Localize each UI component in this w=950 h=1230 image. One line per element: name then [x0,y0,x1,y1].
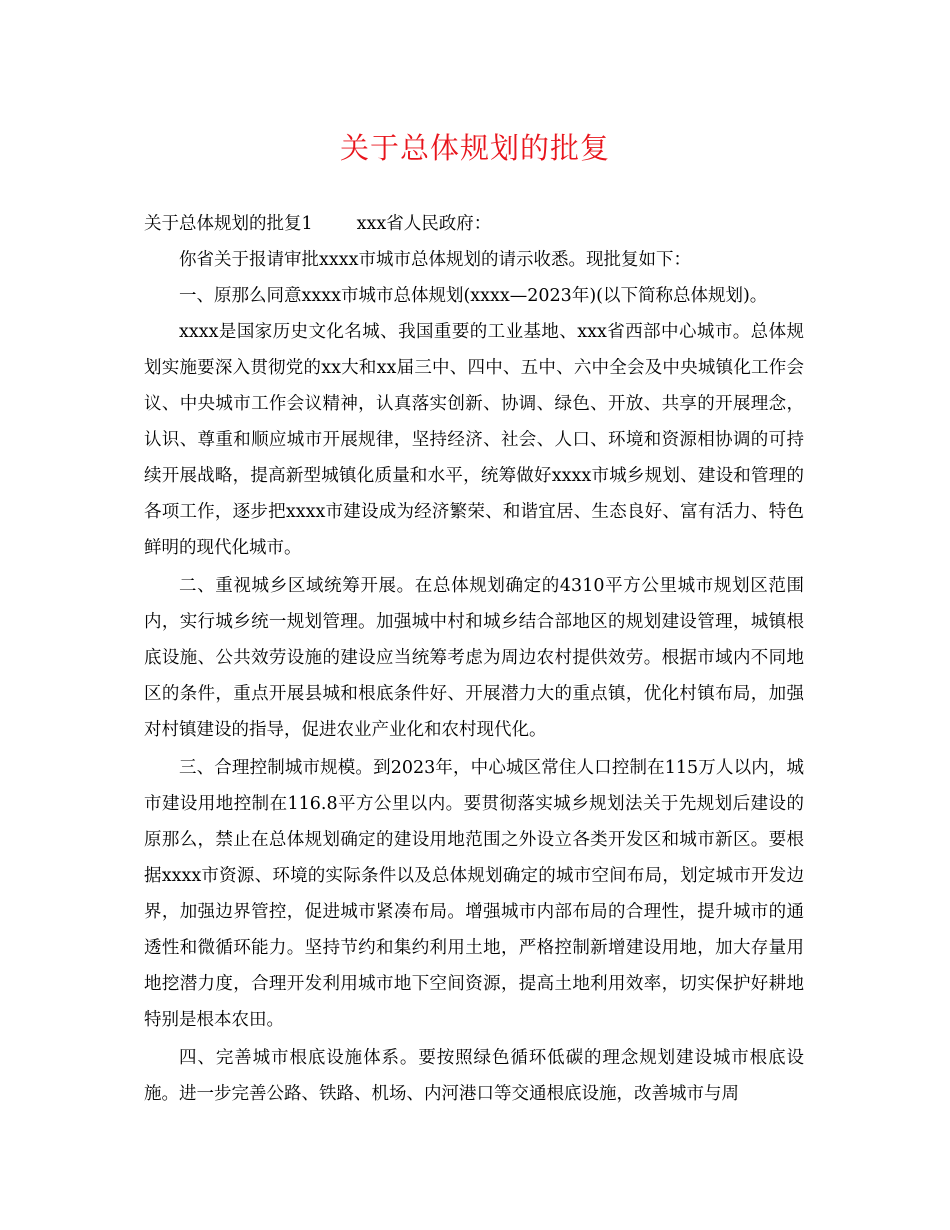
document-title: 关于总体规划的批复 [339,131,610,165]
paragraph-section-4: 四、完善城市根底设施体系。要按照绿色循环低碳的理念规划建设城市根底设施。进一步完善公路、铁路、机场、内河港口等交通根底设施，改善城市与周 [144,1048,804,1104]
addressee: xxx省人民政府： [356,214,492,234]
paragraph-section-1: 一、原那么同意xxxx市城市总体规划(xxxx—2023年)(以下简称总体规划)。 [179,286,768,306]
document-body [144,206,804,1112]
paragraph-section-3: 三、合理控制城市规模。到2023年，中心城区常住人口控制在115万人以内，城市建设用地控制在116.8平方公里以内。要贯彻落实城乡规划法关于先规划后建设的原那么，禁止在总体规划确定的建设用地范围之外设立各类开发区和城市新区。要根据xxxx市资源、环境的实际条件以及总体规划确定的城市空间布局，划定城市开发边界，加强边界管控，促进城市紧凑布局。增强城市内部布局的合理性，提升城市的通透性和微循环能力。坚持节约和集约利用土地，严格控制新增建设用地，加大存量用地挖潜力度，合理开发利用城市地下空间资源，提高土地利用效率，切实保护好耕地特别是根本农田。 [144,758,804,1030]
paragraph-request: 你省关于报请审批xxxx市城市总体规划的请示收悉。现批复如下： [179,250,691,270]
paragraph-section-2: 二、重视城乡区域统筹开展。在总体规划确定的4310平方公里城市规划区范围内，实行城乡统一规划管理。加强城中村和城乡结合部地区的规划建设管理，城镇根底设施、公共效劳设施的建设应当统筹考虑为周边农村提供效劳。根据市域内不同地区的条件，重点开展县城和根底条件好、开展潜力大的重点镇，优化村镇布局，加强对村镇建设的指导，促进农业产业化和农村现代化。 [144,576,804,740]
paragraph-city-overview: xxxx是国家历史文化名城、我国重要的工业基地、xxx省西部中心城市。总体规划实施要深入贯彻党的xx大和xx届三中、四中、五中、六中全会及中央城镇化工作会议、中央城市工作会议精神，认真落实创新、协调、绿色、开放、共享的开展理念，认识、尊重和顺应城市开展规律，坚持经济、社会、人口、环境和资源相协调的可持续开展战略，提高新型城镇化质量和水平，统筹做好xxxx市城乡规划、建设和管理的各项工作，逐步把xxxx市建设成为经济繁荣、和谐宜居、生态良好、富有活力、特色鲜明的现代化城市。 [144,322,804,558]
heading-line [144,206,804,242]
heading-label: 关于总体规划的批复1 [144,214,313,234]
